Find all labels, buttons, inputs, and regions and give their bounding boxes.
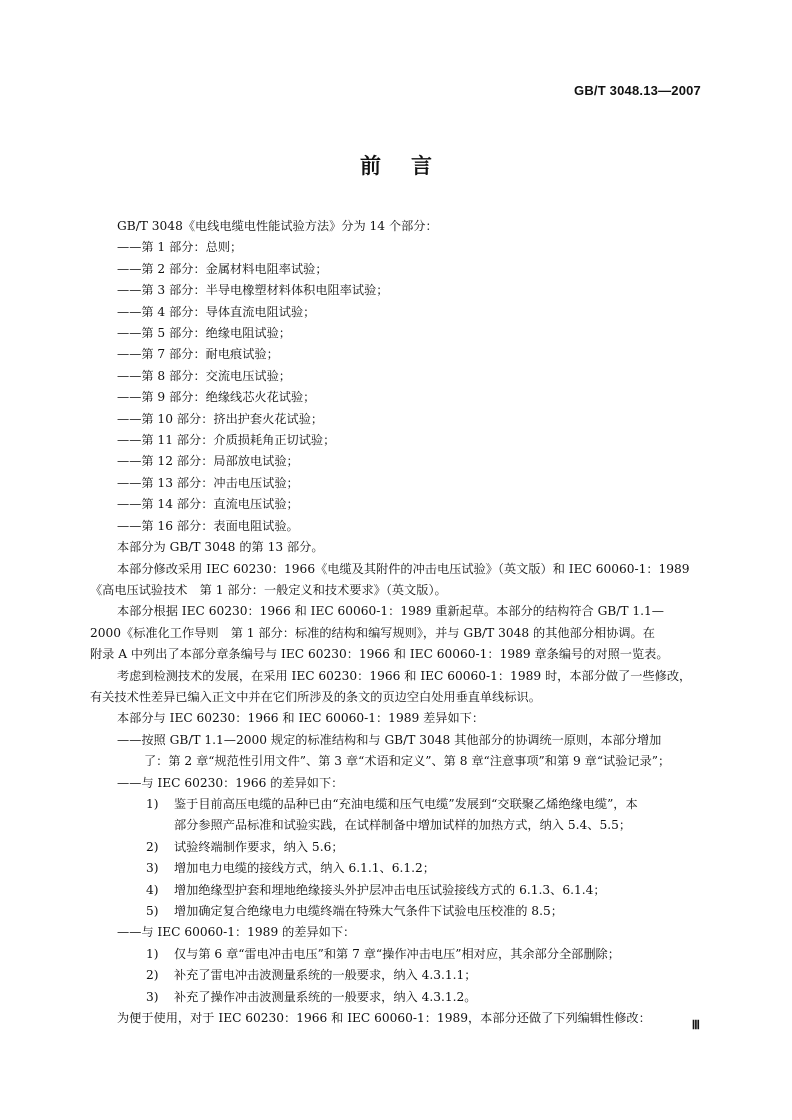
page-title (0, 150, 792, 180)
difference-iec60230-heading: ——与 IEC 60230：1966 的差异如下： (117, 775, 344, 790)
parts-list-item: ——第 10 部分：挤出护套火花试验； (117, 411, 324, 426)
paragraph-adoption-line1: 本部分修改采用 IEC 60230：1966《电缆及其附件的冲击电压试验》（英文版）和 IEC 60060-1：1989 (117, 561, 690, 576)
iec60060-difference-item (90, 987, 704, 1008)
paragraph-differences-intro: 本部分与 IEC 60230：1966 和 IEC 60060-1：1989 差异如下： (117, 711, 485, 726)
iec60060-difference-item (90, 965, 704, 986)
title-char-1: 前 (360, 154, 381, 178)
iec60230-difference-item (90, 858, 704, 879)
iec60230-difference-item (90, 837, 704, 858)
intro-paragraph: GB/T 3048《电线电缆电性能试验方法》分为 14 个部分： (117, 219, 438, 233)
page-number: Ⅲ (691, 1018, 700, 1032)
item-number: 2) (146, 968, 159, 983)
item-text: 试验终端制作要求，纳入 5.6； (174, 839, 344, 854)
item-text: 补充了操作冲击波测量系统的一般要求，纳入 4.3.1.2。 (174, 989, 477, 1004)
parts-list (90, 237, 704, 537)
item-text: 补充了雷电冲击波测量系统的一般要求，纳入 4.3.1.1； (174, 968, 477, 983)
parts-list-item: ——第 7 部分：耐电痕试验； (117, 347, 279, 362)
parts-list-item: ——第 1 部分：总则； (117, 240, 243, 255)
item-text: 增加确定复合绝缘电力电缆终端在特殊大气条件下试验电压校准的 8.5； (174, 904, 563, 918)
parts-list-item: ——第 13 部分：冲击电压试验； (117, 475, 299, 490)
item-number: 1) (146, 796, 159, 811)
parts-list-item: ——第 9 部分：绝缘线芯火花试验； (117, 390, 316, 405)
parts-list-item: ——第 4 部分：导体直流电阻试验； (117, 304, 316, 319)
item-number: 3) (146, 861, 159, 876)
difference-structure-line2: 了：第 2 章“规范性引用文件”、第 3 章“术语和定义”、第 8 章“注意事项”和第 9 章“试验记录”； (144, 754, 671, 769)
parts-list-item: ——第 3 部分：半导电橡塑材料体积电阻率试验； (117, 283, 389, 298)
iec60060-difference-item (90, 944, 704, 965)
item-number: 1) (146, 946, 159, 961)
item-text: 仅与第 6 章“雷电冲击电压”和第 7 章“操作冲击电压”相对应，其余部分全部删除； (174, 946, 620, 961)
item-text: 鉴于目前高压电缆的品种已由“充油电缆和压气电缆”发展到“交联聚乙烯绝缘电缆”，本 (174, 796, 638, 811)
paragraph-modifications-line2: 有关技术性差异已编入正文中并在它们所涉及的条文的页边空白处用垂直单线标识。 (90, 689, 541, 704)
paragraph-editorial-changes: 为便于使用，对于 IEC 60230：1966 和 IEC 60060-1：1989，本部分还做了下列编辑性修改： (117, 1011, 651, 1026)
item-number: 3) (146, 989, 159, 1004)
paragraph-modifications-line1: 考虑到检测技术的发展，在采用 IEC 60230：1966 和 IEC 60060-1：1989 时，本部分做了一些修改， (117, 668, 692, 683)
item-number: 5) (146, 904, 159, 918)
standard-code: GB/T 3048.13—2007 (574, 83, 701, 98)
parts-list-item: ——第 14 部分：直流电压试验； (117, 497, 299, 512)
parts-list-item: ——第 8 部分：交流电压试验； (117, 368, 291, 383)
item-text: 增加电力电缆的接线方式，纳入 6.1.1、6.1.2； (174, 861, 435, 876)
iec60230-difference-item (90, 880, 704, 901)
iec60230-difference-list (90, 794, 704, 922)
paragraph-drafting-line2: 2000《标准化工作导则 第 1 部分：标准的结构和编写规则》，并与 GB/T 3048 的其他部分相协调。在 (90, 625, 655, 640)
difference-iec60060-heading: ——与 IEC 60060-1：1989 的差异如下： (117, 925, 356, 940)
paragraph-drafting-line1: 本部分根据 IEC 60230：1966 和 IEC 60060-1：1989 重新起草。本部分的结构符合 GB/T 1.1— (117, 604, 664, 619)
item-text: 增加绝缘型护套和埋地绝缘接头外护层冲击电压试验接线方式的 6.1.3、6.1.4； (174, 882, 606, 897)
paragraph-drafting-line3: 附录 A 中列出了本部分章条编号与 IEC 60230：1966 和 IEC 60060-1：1989 章条编号的对照一览表。 (90, 647, 669, 662)
parts-list-item: ——第 12 部分：局部放电试验； (117, 454, 299, 469)
parts-list-item: ——第 2 部分：金属材料电阻率试验； (117, 261, 328, 276)
document-body (90, 216, 704, 1029)
iec60060-difference-list (90, 944, 704, 1008)
iec60230-difference-item-continuation: 部分参照产品标准和试验实践，在试样制备中增加试样的加热方式，纳入 5.4、5.5； (174, 818, 632, 833)
title-char-2: 言 (411, 154, 432, 178)
iec60230-difference-item (90, 901, 704, 922)
difference-structure-line1: ——按照 GB/T 1.1—2000 规定的标准结构和与 GB/T 3048 其他部分的协调统一原则，本部分增加 (117, 732, 662, 747)
iec60230-difference-item (90, 794, 704, 815)
parts-list-item: ——第 16 部分：表面电阻试验。 (117, 518, 299, 533)
parts-list-item: ——第 5 部分：绝缘电阻试验； (117, 326, 291, 341)
parts-list-item: ——第 11 部分：介质损耗角正切试验； (117, 433, 336, 448)
paragraph-adoption-line2: 《高电压试验技术 第 1 部分：一般定义和技术要求》（英文版）。 (90, 582, 447, 597)
item-number: 4) (146, 882, 159, 897)
item-number: 2) (146, 839, 159, 854)
paragraph-part-number: 本部分为 GB/T 3048 的第 13 部分。 (117, 540, 324, 555)
